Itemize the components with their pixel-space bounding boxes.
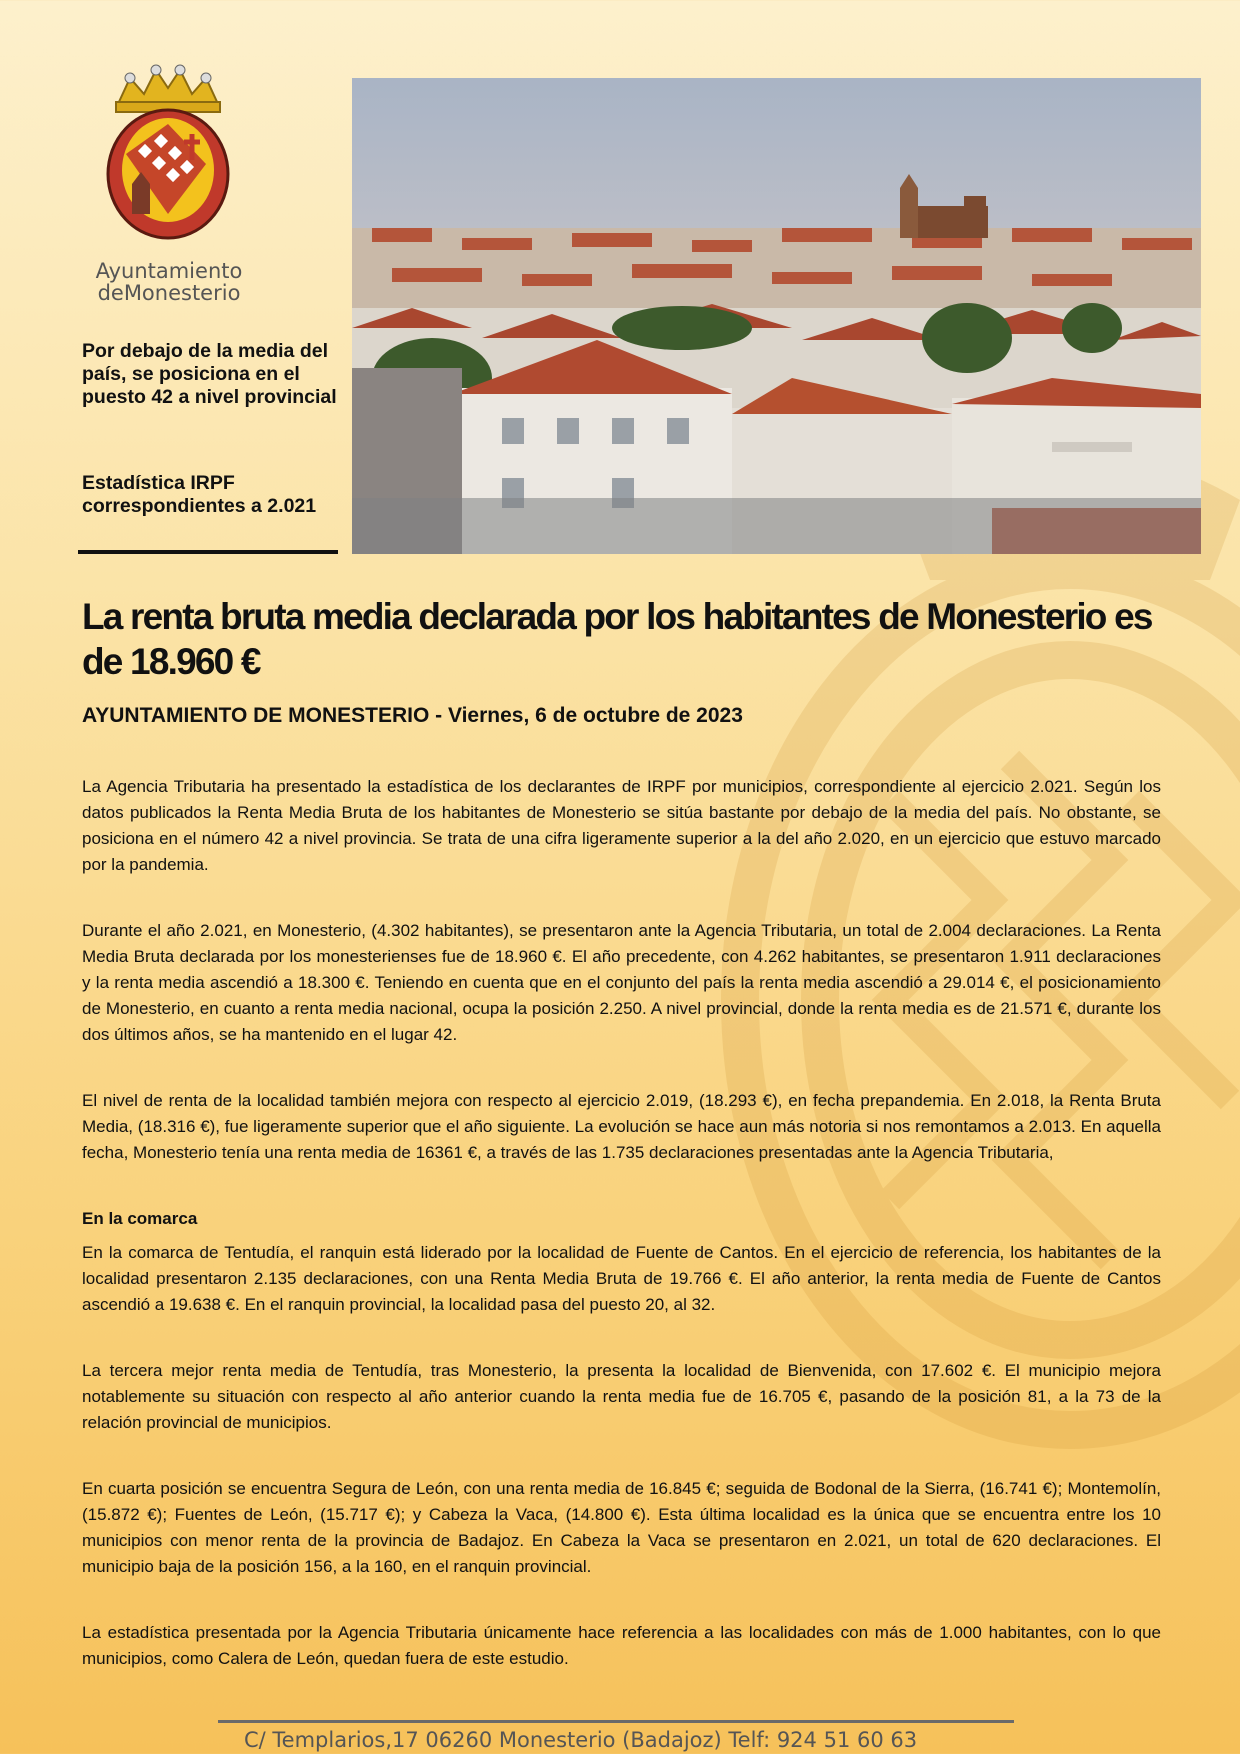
article-paragraph: Durante el año 2.021, en Monesterio, (4.302 habitantes), se presentaron ante la Agencia Tributaria, un total de 2.004 declaraciones. La Renta Media Bruta declarada por los monesterienses fue de 18.960 €. El año precedente, con 4.262 habitantes, se presentaron 1.911 declaraciones y la renta media ascendió a 18.300 €. Teniendo en cuenta que en el conjunto del país la renta media ascendió a 29.014 €, el posicionamiento de Monesterio, en cuanto a renta media nacional, ocupa la posición 2.250. A nivel provincial, donde la renta media es de 21.571 €, durante los dos últimos años, se ha mantenido en el lugar 42. (82, 921, 1161, 1044)
side-divider (78, 550, 338, 554)
article-paragraph: La Agencia Tributaria ha presentado la estadística de los declarantes de IRPF por municipios, correspondiente al ejercicio 2.021. Según los datos publicados la Renta Media Bruta de los habitantes de Monesterio se sitúa bastante por debajo de la media del país. No obstante, se posiciona en el número 42 a nivel provincia. Se trata de una cifra ligeramente superior a la del año 2.020, en un ejercicio que estuvo marcado por la pandemia. (82, 777, 1161, 874)
side-note-irpf: Estadística IRPF correspondientes a 2.021 (82, 472, 317, 517)
article-paragraph: En cuarta posición se encuentra Segura de León, con una renta media de 16.845 €; seguida de Bodonal de la Sierra, (16.741 €); Montemolín, (15.872 €); Fuentes de León, (15.717 €); y Cabeza la Vaca, (14.800 €). Esta última localidad es la única que se encuentra entre los 10 municipios con menor renta de la provincia de Badajoz. En Cabeza la Vaca se presentaron en 2.021, un total de 620 declaraciones. El municipio baja de la posición 156, a la 160, en el ranquin provincial. (82, 1479, 1161, 1576)
side-note-ranking: Por debajo de la media del país, se posiciona en el puesto 42 a nivel provincial (82, 340, 337, 408)
section-heading: En la comarca (82, 1209, 198, 1228)
organization-name-line1: Ayuntamiento (95, 259, 243, 283)
article-byline: AYUNTAMIENTO DE MONESTERIO - Viernes, 6 de octubre de 2023 (82, 704, 743, 727)
organization-name-line2: deMonesterio (97, 281, 241, 305)
footer-divider (218, 1720, 1014, 1723)
article-paragraph: La estadística presentada por la Agencia Tributaria únicamente hace referencia a las localidades con más de 1.000 habitantes, con lo que municipios, como Calera de León, quedan fuera de este estudio. (82, 1623, 1161, 1668)
article-body (82, 774, 1161, 1672)
article-paragraph: El nivel de renta de la localidad también mejora con respecto al ejercicio 2.019, (18.293 €), en fecha prepandemia. En 2.018, la Renta Bruta Media, (18.316 €), fue ligeramente superior que el año siguiente. La evolución se hace aun más notoria si nos remontamos a 2.013. En aquella fecha, Monesterio tenía una renta media de 16361 €, a través de las 1.735 declaraciones presentadas ante la Agencia Tributaria, (82, 1091, 1161, 1162)
footer-address: C/ Templarios,17 06260 Monesterio (Badajoz) Telf: 924 51 60 63 (244, 1728, 918, 1752)
article-headline: La renta bruta media declarada por los habitantes de Monesterio es de 18.960 € (82, 596, 1152, 682)
article-paragraph: La tercera mejor renta media de Tentudía, tras Monesterio, la presenta la localidad de Bienvenida, con 17.602 €. El municipio mejora notablemente su situación con respecto al año anterior cuando la renta media fue de 16.705 €, pasando de la posición 81, a la 73 de la relación provincial de municipios. (82, 1361, 1161, 1432)
coat-of-arms-icon (96, 64, 240, 240)
article-paragraph: En la comarca de Tentudía, el ranquin está liderado por la localidad de Fuente de Cantos. En el ejercicio de referencia, los habitantes de la localidad presentaron 2.135 declaraciones, con una Renta Media Bruta de 19.766 €. El año anterior, la renta media de Fuente de Cantos ascendió a 19.638 €. En el ranquin provincial, la localidad pasa del puesto 20, al 32. (82, 1243, 1161, 1314)
organization-name (80, 260, 258, 304)
town-photo (352, 78, 1201, 554)
